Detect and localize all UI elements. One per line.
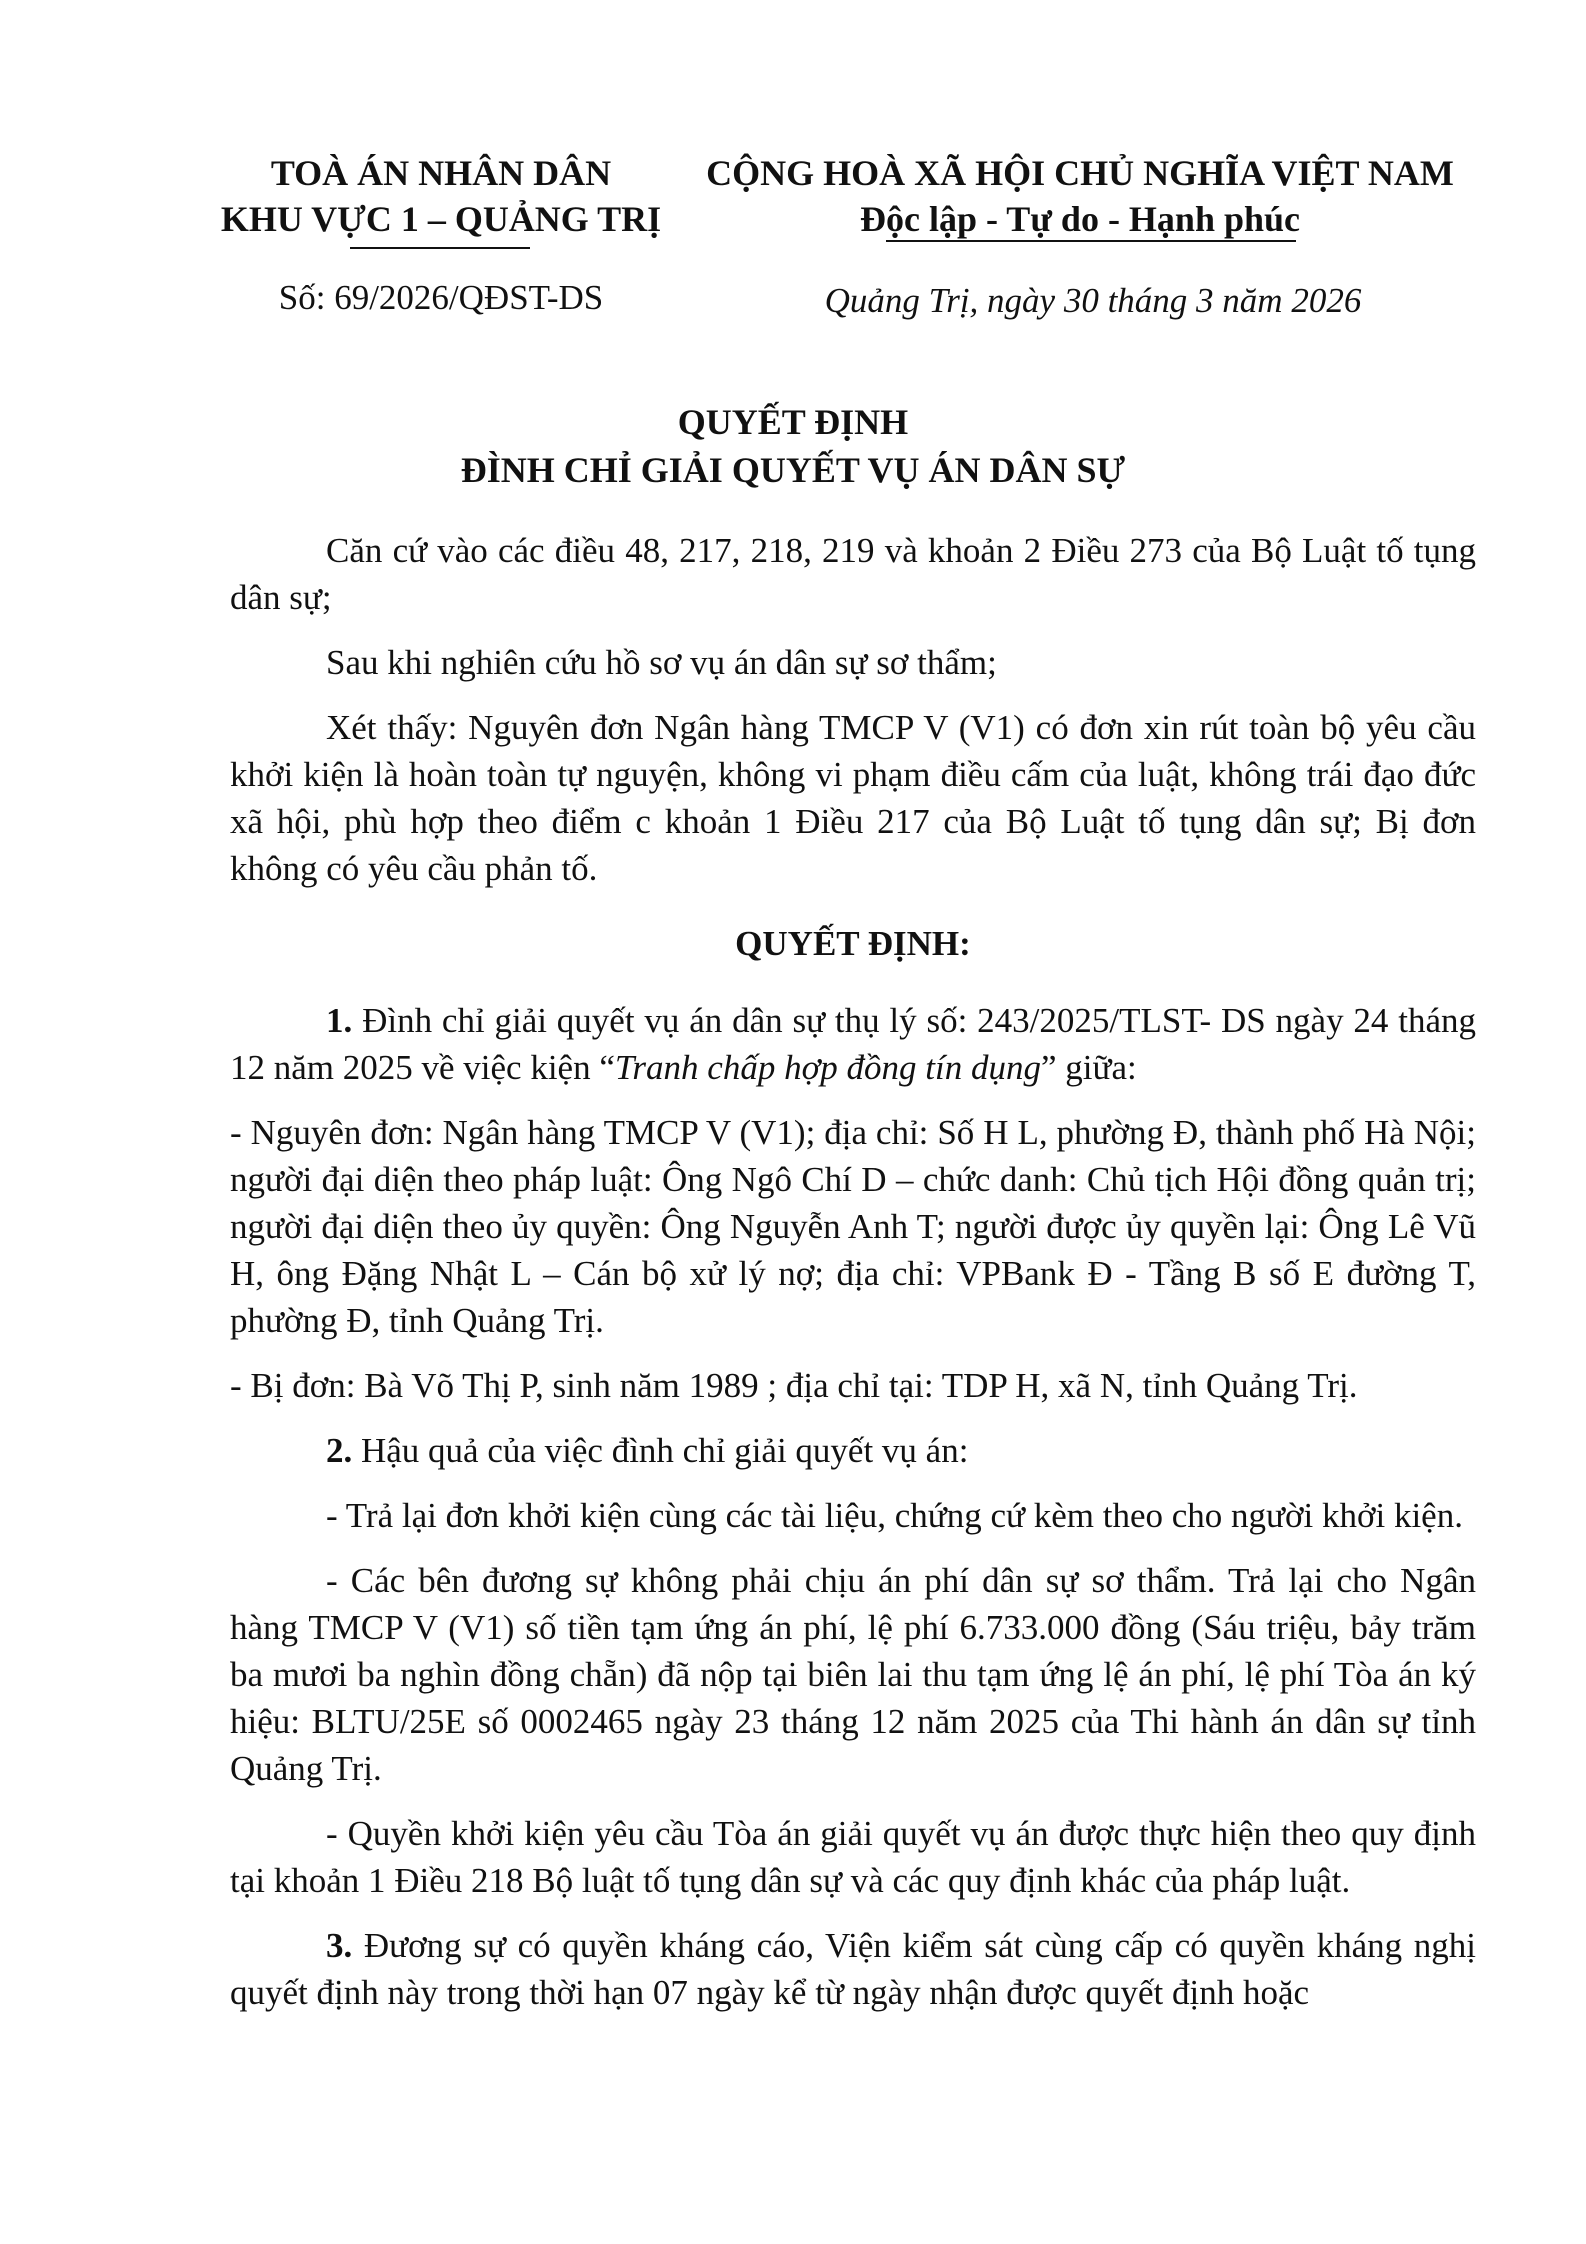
court-region: KHU VỰC 1 – QUẢNG TRỊ bbox=[220, 199, 662, 239]
court-name: TOÀ ÁN NHÂN DÂN bbox=[270, 153, 612, 193]
review-paragraph: Sau khi nghiên cứu hồ sơ vụ án dân sự sơ thẩm; bbox=[326, 643, 997, 682]
item-1-number: 1. bbox=[326, 1001, 353, 1040]
item-1-text-b: ” giữa: bbox=[1040, 1048, 1137, 1087]
item-2-number: 2. bbox=[326, 1431, 353, 1470]
item-1-paragraph bbox=[230, 997, 1476, 1091]
legal-basis-paragraph: Căn cứ vào các điều 48, 217, 218, 219 và khoản 2 Điều 273 của Bộ Luật tố tụng dân sự; bbox=[230, 531, 1476, 617]
plaintiff-paragraph: - Nguyên đơn: Ngân hàng TMCP V (V1); địa chỉ: Số H L, phường Đ, thành phố Hà Nội; người đại diện theo pháp luật: Ông Ngô Chí D – chức danh: Chủ tịch Hội đồng quản trị; người đại diện theo ủy quyền: Ông Nguyễn Anh T; người được ủy quyền lại: Ông Lê Vũ H, ông Đặng Nhật L – Cán bộ xử lý nợ; địa chỉ: VPBank Đ - Tầng B số E đường T, phường Đ, tỉnh Quảng Trị. bbox=[230, 1113, 1476, 1340]
item-1-text-a: Đình chỉ giải quyết vụ án dân sự thụ lý số: 243/2025/TLST- DS ngày 24 tháng 12 năm 2025 về việc kiện “ bbox=[230, 1001, 1476, 1087]
document-number: Số: 69/2026/QĐST-DS bbox=[278, 278, 604, 317]
item-2-court-fees: - Các bên đương sự không phải chịu án phí dân sự sơ thẩm. Trả lại cho Ngân hàng TMCP V (V1) số tiền tạm ứng án phí, lệ phí 6.733.000 đồng (Sáu triệu, bảy trăm ba mươi ba nghìn đồng chẵn) đã nộp tại biên lai thu tạm ứng lệ án phí, lệ phí Tòa án ký hiệu: BLTU/25E số 0002465 ngày 23 tháng 12 năm 2025 của Thi hành án dân sự tỉnh Quảng Trị. bbox=[230, 1561, 1476, 1788]
court-header bbox=[196, 150, 686, 242]
national-header bbox=[700, 150, 1460, 242]
national-motto: Độc lập - Tự do - Hạnh phúc bbox=[859, 199, 1301, 239]
national-title: CỘNG HOÀ XÃ HỘI CHỦ NGHĨA VIỆT NAM bbox=[706, 153, 1454, 193]
item-3-text: Đương sự có quyền kháng cáo, Viện kiểm sát cùng cấp có quyền kháng nghị quyết định này trong thời hạn 07 ngày kể từ ngày nhận được quyết định hoặc bbox=[230, 1926, 1476, 2012]
item-2-paragraph bbox=[230, 1427, 1476, 1474]
defendant-paragraph: - Bị đơn: Bà Võ Thị P, sinh năm 1989 ; địa chỉ tại: TDP H, xã N, tỉnh Quảng Trị. bbox=[230, 1366, 1358, 1405]
decision-heading: QUYẾT ĐỊNH: bbox=[735, 924, 971, 963]
item-2-right-to-sue: - Quyền khởi kiện yêu cầu Tòa án giải quyết vụ án được thực hiện theo quy định tại khoản 1 Điều 218 Bộ luật tố tụng dân sự và các quy định khác của pháp luật. bbox=[230, 1814, 1476, 1900]
item-2-text: Hậu quả của việc đình chỉ giải quyết vụ án: bbox=[352, 1431, 969, 1470]
item-3-paragraph bbox=[230, 1922, 1476, 2016]
item-2-return-documents: - Trả lại đơn khởi kiện cùng các tài liệu, chứng cứ kèm theo cho người khởi kiện. bbox=[326, 1496, 1463, 1535]
title-line-2: ĐÌNH CHỈ GIẢI QUYẾT VỤ ÁN DÂN SỰ bbox=[460, 450, 1126, 490]
court-header-underline bbox=[350, 247, 530, 249]
national-motto-underline bbox=[886, 240, 1296, 242]
document-date: Quảng Trị, ngày 30 tháng 3 năm 2026 bbox=[824, 281, 1362, 320]
title-line-1: QUYẾT ĐỊNH bbox=[677, 402, 909, 442]
case-type: Tranh chấp hợp đồng tín dụng bbox=[614, 1048, 1041, 1087]
item-3-number: 3. bbox=[326, 1926, 353, 1965]
document-body bbox=[230, 527, 1476, 2034]
findings-paragraph: Xét thấy: Nguyên đơn Ngân hàng TMCP V (V1) có đơn xin rút toàn bộ yêu cầu khởi kiện là hoàn toàn tự nguyện, không vi phạm điều cấm của luật, không trái đạo đức xã hội, phù hợp theo điểm c khoản 1 Điều 217 của Bộ Luật tố tụng dân sự; Bị đơn không có yêu cầu phản tố. bbox=[230, 708, 1476, 888]
document-title bbox=[150, 398, 1436, 494]
